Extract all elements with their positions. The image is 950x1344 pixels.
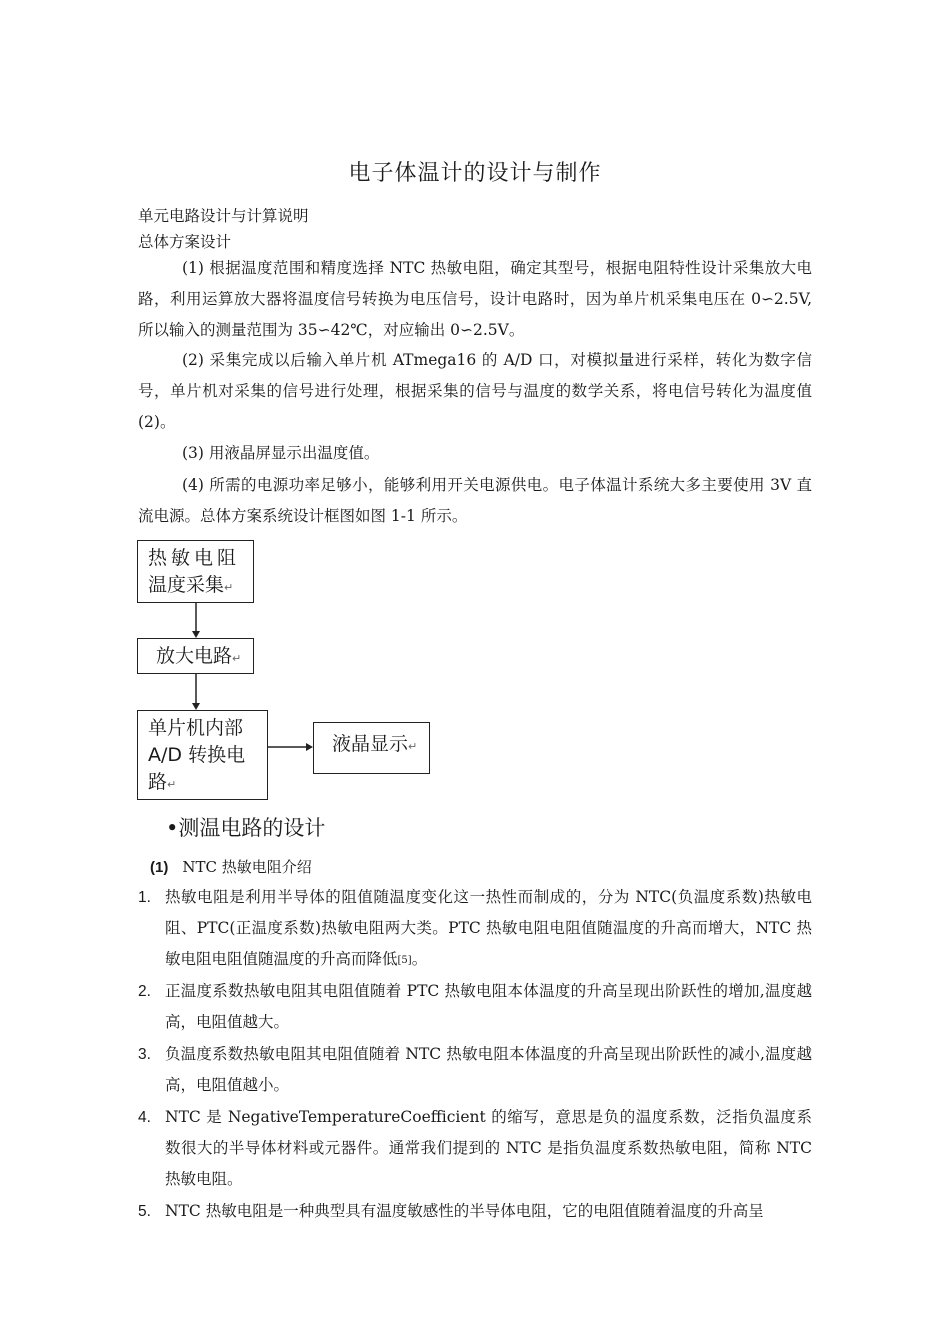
list-item xyxy=(138,1039,812,1101)
list-number: 2. xyxy=(138,983,151,1000)
diagram-box-mcu-adc xyxy=(137,710,268,800)
paragraph-4-text: (4) 所需的电源功率足够小，能够利用开关电源供电。电子体温计系统大多主要使用 3V 直流电源。总体方案系统设计框图如图 1-1 所示。 xyxy=(138,476,812,525)
paragraph-mark: ↵ xyxy=(167,778,177,791)
section-heading-overall-scheme: 总体方案设计 xyxy=(138,233,232,251)
subheading-text: NTC 热敏电阻介绍 xyxy=(182,858,312,876)
box1-line2-row xyxy=(148,572,243,601)
list-text: NTC 是 NegativeTemperatureCoefficient 的缩写，意思是负的温度系数，泛指负温度系数很大的半导体材料或元器件。通常我们提到的 NTC 是指负温度系数热敏电阻，简称 NTC 热敏电阻。 xyxy=(165,1108,812,1188)
arrowhead-box3 xyxy=(192,703,200,710)
list-item xyxy=(138,1196,812,1227)
citation: [5] xyxy=(397,955,412,966)
diagram-box-amplifier xyxy=(137,638,254,674)
heading-temperature-circuit: •测温电路的设计 xyxy=(166,816,326,840)
paragraph-2-text: (2) 采集完成以后输入单片机 ATmega16 的 A/D 口，对模拟量进行采样，转化为数字信号，单片机对采集的信号进行处理，根据采集的信号与温度的数学关系，将电信号转化为温度值(2)。 xyxy=(138,351,812,431)
section-heading-unit-circuit: 单元电路设计与计算说明 xyxy=(138,207,309,225)
diagram-box-lcd xyxy=(313,722,430,774)
arrowhead-box2 xyxy=(192,631,200,638)
box3-line3-row xyxy=(148,769,257,798)
list-number: 3. xyxy=(138,1046,151,1063)
paragraph-mark: ↵ xyxy=(232,652,242,665)
subheading-ntc xyxy=(150,856,312,877)
box3-line3: 路 xyxy=(148,771,168,793)
paragraph-mark: ↵ xyxy=(224,581,234,594)
paragraph-mark: ↵ xyxy=(408,740,418,753)
subheading-number: (1) xyxy=(150,859,169,876)
list-item xyxy=(138,882,812,976)
list-item xyxy=(138,1102,812,1195)
arrowhead-box4 xyxy=(306,743,313,751)
list-text: NTC 热敏电阻是一种典型具有温度敏感性的半导体电阻，它的电阻值随着温度的升高呈 xyxy=(165,1202,764,1220)
box4-label: 液晶显示 xyxy=(332,733,409,755)
diagram-box-thermistor xyxy=(137,540,254,603)
list-text-row xyxy=(165,882,812,976)
paragraph-1-text: (1) 根据温度范围和精度选择 NTC 热敏电阻，确定其型号，根据电阻特性设计采集放大电路，利用运算放大器将温度信号转换为电压信号，设计电路时，因为单片机采集电压在 0∽2.5V, 所以输入的测量范围为 35∽42℃，对应输出 0∽2.5V。 xyxy=(138,259,812,339)
box3-line2: A/D 转换电 xyxy=(148,744,246,766)
paragraph-3-text: (3) 用液晶屏显示出温度值。 xyxy=(182,444,380,462)
list-text: 正温度系数热敏电阻其电阻值随着 PTC 热敏电阻本体温度的升高呈现出阶跃性的增加,温度越高，电阻值越大。 xyxy=(165,982,812,1031)
box1-line2: 温度采集 xyxy=(148,574,225,596)
document-title: 电子体温计的设计与制作 xyxy=(348,161,602,186)
list-number: 5. xyxy=(138,1203,151,1220)
list-tail: 。 xyxy=(411,950,428,968)
list-text: 热敏电阻是利用半导体的阻值随温度变化这一热性而制成的，分为 NTC(负温度系数)热敏电阻、PTC(正温度系数)热敏电阻两大类。PTC 热敏电阻电阻值随温度的升高而增大，NTC 热敏电阻电阻值随温度的升高而降低 xyxy=(165,888,812,968)
box3-line1: 单片机内部 xyxy=(148,717,244,739)
list-text: 负温度系数热敏电阻其电阻值随着 NTC 热敏电阻本体温度的升高呈现出阶跃性的减小,温度越高，电阻值越小。 xyxy=(165,1045,812,1094)
list-number: 1. xyxy=(138,889,151,906)
box2-label: 放大电路 xyxy=(156,645,233,667)
list-number: 4. xyxy=(138,1109,151,1126)
box1-line1: 热敏电阻 xyxy=(148,547,241,569)
list-item xyxy=(138,976,812,1038)
